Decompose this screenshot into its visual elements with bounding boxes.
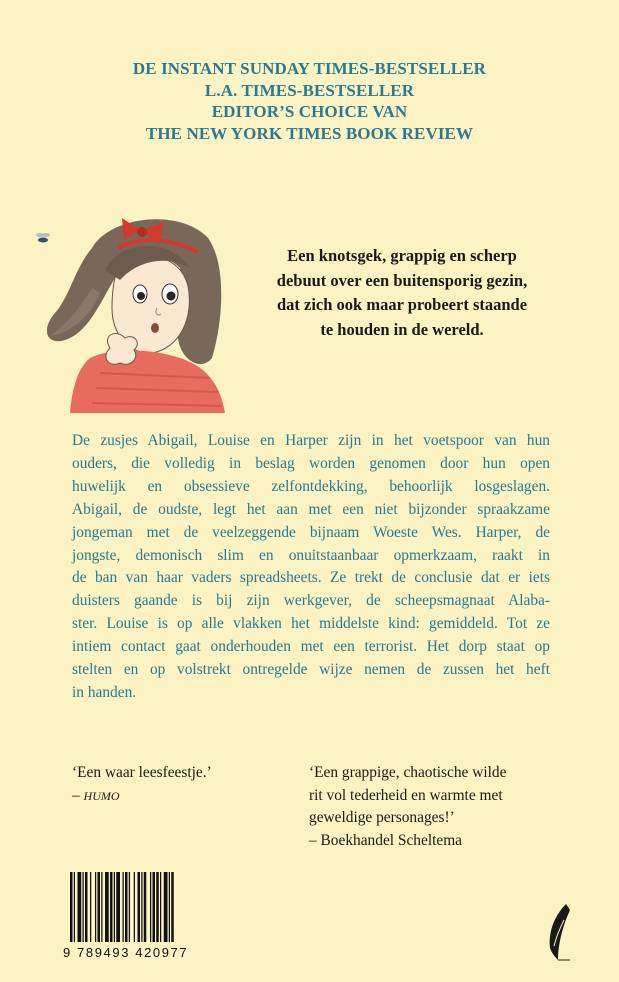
headline-line: EDITOR’S CHOICE VAN <box>211 102 408 121</box>
blurb-line: jongeman met de veelzeggende bijnaam Woeste Wes. Harper, de <box>72 523 550 541</box>
barcode-bar <box>144 872 147 942</box>
blurb-line: ster. Louise is op alle vlakken het middelste kind: gemiddeld. Tot ze <box>72 615 550 633</box>
barcode-bar <box>160 872 161 942</box>
barcode-bar <box>101 872 102 942</box>
tagline-line: debuut over een buitensporig gezin, <box>276 270 528 290</box>
girl-illustration <box>30 208 250 413</box>
barcode-bar <box>141 872 142 942</box>
tagline-line: dat zich ook maar probeert staande <box>276 295 528 314</box>
barcode-bar <box>153 872 156 942</box>
barcode-bar <box>171 872 174 942</box>
blurb-line: intiem contact gaat onderhouden met een terrorist. Het dorp staat op <box>72 638 550 656</box>
barcode-bar <box>134 872 135 942</box>
quote-line: geweldige personages!’ <box>309 809 455 827</box>
blurb-line: jongste, demonisch slim en onuitstaanbaar opmerkzaam, raakt in <box>72 546 550 564</box>
quill-logo-icon <box>540 902 576 962</box>
barcode-bar <box>110 872 113 942</box>
barcode-bar <box>138 872 141 942</box>
review-quote-scheltema <box>309 762 506 852</box>
barcode-bar <box>105 872 109 942</box>
quote-line: ‘Een grappige, chaotische wilde <box>309 764 507 781</box>
barcode-bar <box>156 872 159 942</box>
barcode-bar <box>83 872 84 942</box>
barcode-bar <box>123 872 124 942</box>
fly-icon <box>36 233 50 243</box>
blurb-line: De zusjes Abigail, Louise en Harper zijn in het voetspoor van hun <box>72 432 550 449</box>
barcode-bar <box>85 872 88 942</box>
barcode-bar <box>78 872 82 942</box>
blurb-line: ouders, die volledig in beslag worden genomen door hun open <box>72 454 550 472</box>
tagline-line: Een knotsgek, grappig en scherp <box>287 246 517 265</box>
bestseller-headline <box>0 58 619 144</box>
barcode-bar <box>129 872 130 942</box>
quote-text: ‘Een waar leesfeestje.’ <box>72 764 212 781</box>
headline-line: THE NEW YORK TIMES BOOK REVIEW <box>145 123 474 143</box>
quote-dash: – <box>72 786 84 804</box>
blurb-line: Abigail, de oudste, legt het aan met een niet bijzonder spraakzame <box>72 500 550 518</box>
barcode-bar <box>125 872 128 942</box>
barcode-bar <box>98 872 101 942</box>
blurb-line: stelten en op volstrekt ontregelde wijze nemen de zussen het heft <box>72 661 550 679</box>
barcode-bar <box>114 872 115 942</box>
headline-line: L.A. TIMES-BESTSELLER <box>204 80 415 100</box>
barcode-bar <box>74 872 75 942</box>
barcode-bar <box>116 872 120 942</box>
blurb-line: de ban van haar vaders spreadsheets. Ze trekt de conclusie dat er iets <box>72 569 550 587</box>
blurb-line: in handen. <box>72 683 137 701</box>
book-blurb <box>72 430 550 705</box>
barcode-bar <box>150 872 151 942</box>
barcode-bar <box>70 872 73 942</box>
tagline <box>252 244 552 342</box>
barcode-bar <box>164 872 168 942</box>
blurb-line: duisters gaande is bij zijn werkgever, de scheepsmagnaat Alaba- <box>72 592 550 610</box>
quote-line: rit vol tederheid en warmte met <box>309 786 503 804</box>
isbn-digits: 9 789493 420977 <box>63 945 189 960</box>
blurb-line: huwelijk en obsessieve zelfontdekking, behoorlijk losgeslagen. <box>72 477 550 495</box>
review-quote-humo <box>72 762 212 807</box>
quote-source-name: HUMO <box>83 788 120 803</box>
headline-line: DE INSTANT SUNDAY TIMES-BESTSELLER <box>132 59 487 78</box>
barcode-bar <box>169 872 170 942</box>
barcode-bar <box>95 872 96 942</box>
tagline-line: te houden in de wereld. <box>320 319 484 339</box>
quote-source: – Boekhandel Scheltema <box>309 831 463 849</box>
barcode-bar <box>90 872 91 942</box>
quote-source <box>72 785 212 808</box>
